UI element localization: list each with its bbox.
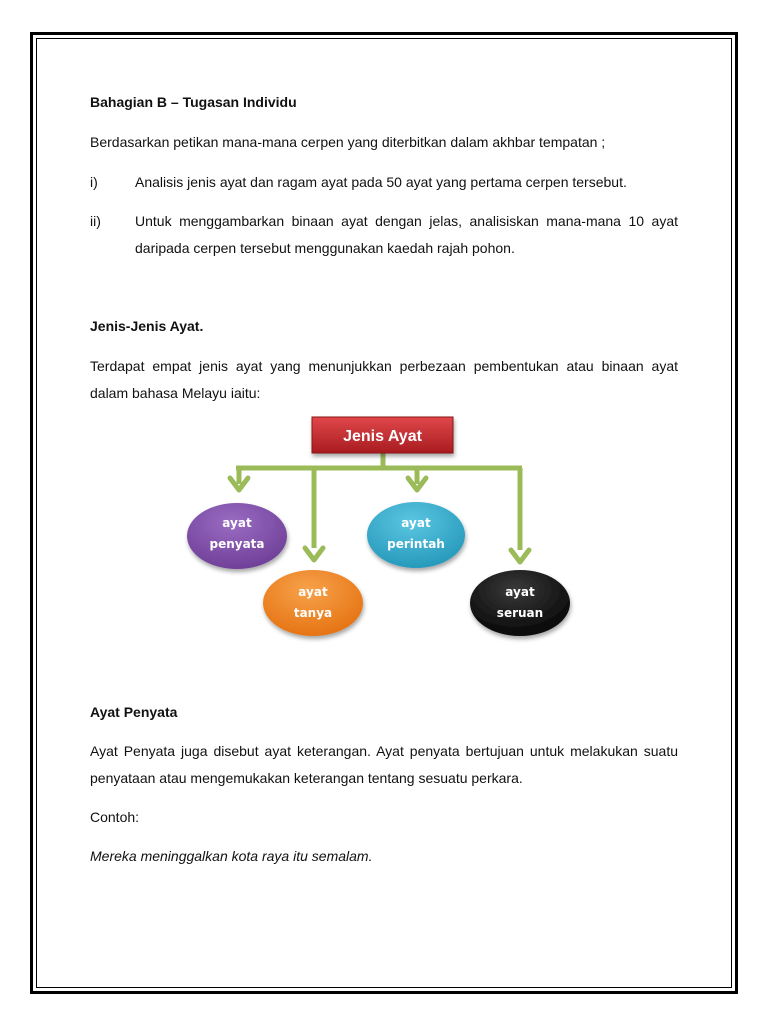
jenis-paragraph: Terdapat empat jenis ayat yang menunjukkan perbezaan pembentukan atau binaan ayat dalam bahasa Melayu iaitu:	[90, 358, 678, 401]
task-number: ii)	[90, 213, 101, 229]
heading-bahagian-b: Bahagian B – Tugasan Individu	[90, 94, 297, 110]
node-label-line2: tanya	[293, 606, 333, 620]
arrow-down-icon	[511, 550, 529, 562]
penyata-paragraph: Ayat Penyata juga disebut ayat keterangan. Ayat penyata bertujuan untuk melakukan suatu penyataan atau mengemukakan keterangan tentang sesuatu perkara.	[90, 743, 678, 786]
node-label-line2: perintah	[387, 537, 445, 551]
node-ayat-penyata	[187, 503, 287, 569]
task-text: Analisis jenis ayat dan ragam ayat pada 50 ayat yang pertama cerpen tersebut.	[135, 174, 627, 190]
task-text: Untuk menggambarkan binaan ayat dengan jelas, analisiskan mana-mana 10 ayat daripada cerpen tersebut menggunakan kaedah rajah pohon.	[135, 213, 678, 256]
contoh-label: Contoh:	[90, 809, 140, 825]
root-label: Jenis Ayat	[343, 428, 422, 445]
node-label-line1: ayat	[222, 516, 252, 530]
heading-jenis-jenis-ayat: Jenis-Jenis Ayat.	[90, 318, 204, 334]
node-ayat-tanya	[263, 570, 363, 636]
node-label-line1: ayat	[505, 585, 535, 599]
node-ayat-seruan	[470, 570, 570, 636]
contoh-example: Mereka meninggalkan kota raya itu semalam.	[90, 848, 373, 864]
task-number: i)	[90, 174, 98, 190]
node-label-line2: penyata	[209, 537, 265, 551]
arrow-down-icon	[305, 548, 323, 560]
node-ayat-perintah	[367, 502, 465, 568]
intro-paragraph: Berdasarkan petikan mana-mana cerpen yang diterbitkan dalam akhbar tempatan ;	[90, 134, 606, 150]
node-label-line2: seruan	[496, 606, 544, 620]
node-label-line1: ayat	[401, 516, 431, 530]
heading-ayat-penyata: Ayat Penyata	[90, 704, 178, 720]
node-label-line1: ayat	[298, 585, 328, 599]
